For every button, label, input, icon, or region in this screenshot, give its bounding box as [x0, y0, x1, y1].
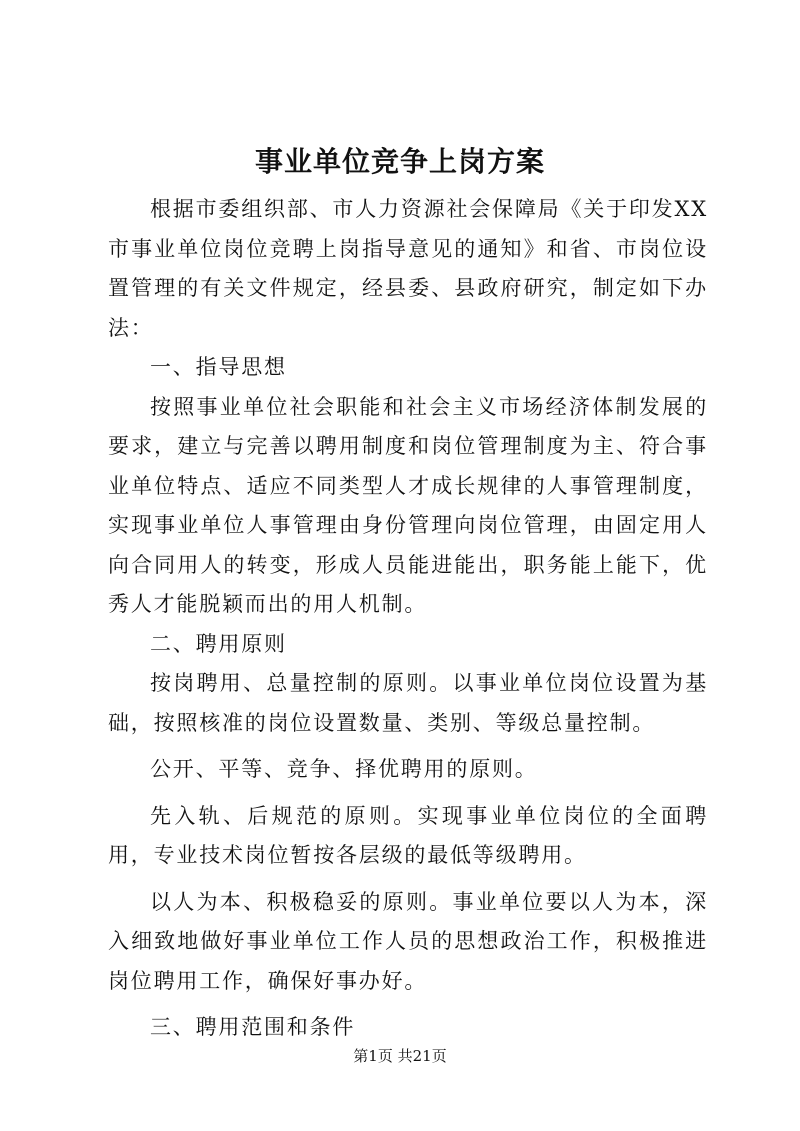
paragraph-principle-fairness: 公开、平等、竞争、择优聘用的原则。	[150, 757, 538, 781]
paragraph-principle-orbit-first: 先入轨、后规范的原则。实现事业单位岗位的全面聘用，专业技术岗位暂按各层级的最低等级聘用。	[108, 803, 708, 867]
paragraph-intro: 根据市委组织部、市人力资源社会保障局《关于印发XX市事业单位岗位竞聘上岗指导意见的通知》和省、市岗位设置管理的有关文件规定，经县委、县政府研究，制定如下办法：	[108, 197, 708, 340]
section-heading-hiring-principles: 二、聘用原则	[150, 631, 287, 656]
paragraph-guiding-ideology: 按照事业单位社会职能和社会主义市场经济体制发展的要求，建立与完善以聘用制度和岗位管理制度为主、符合事业单位特点、适应不同类型人才成长规律的人事管理制度，实现事业单位人事管理由身份管理向岗位管理，由固定用人向合同用人的转变，形成人员能进能出，职务能上能下，优秀人才能脱颖而出的用人机制。	[108, 394, 708, 616]
section-heading-scope-conditions: 三、聘用范围和条件	[150, 1015, 356, 1039]
document-title: 事业单位竞争上岗方案	[254, 145, 545, 178]
page-footer: 第1页 共21页	[353, 1047, 447, 1065]
paragraph-principle-people-first: 以人为本、积极稳妥的原则。事业单位要以人为本，深入细致地做好事业单位工作人员的思想政治工作，积极推进岗位聘用工作，确保好事办好。	[108, 889, 708, 993]
section-heading-guiding-ideology: 一、指导思想	[150, 355, 287, 379]
paragraph-principle-quota: 按岗聘用、总量控制的原则。以事业单位岗位设置为基础，按照核准的岗位设置数量、类别、等级总量控制。	[108, 671, 708, 735]
document-body	[108, 190, 708, 1048]
